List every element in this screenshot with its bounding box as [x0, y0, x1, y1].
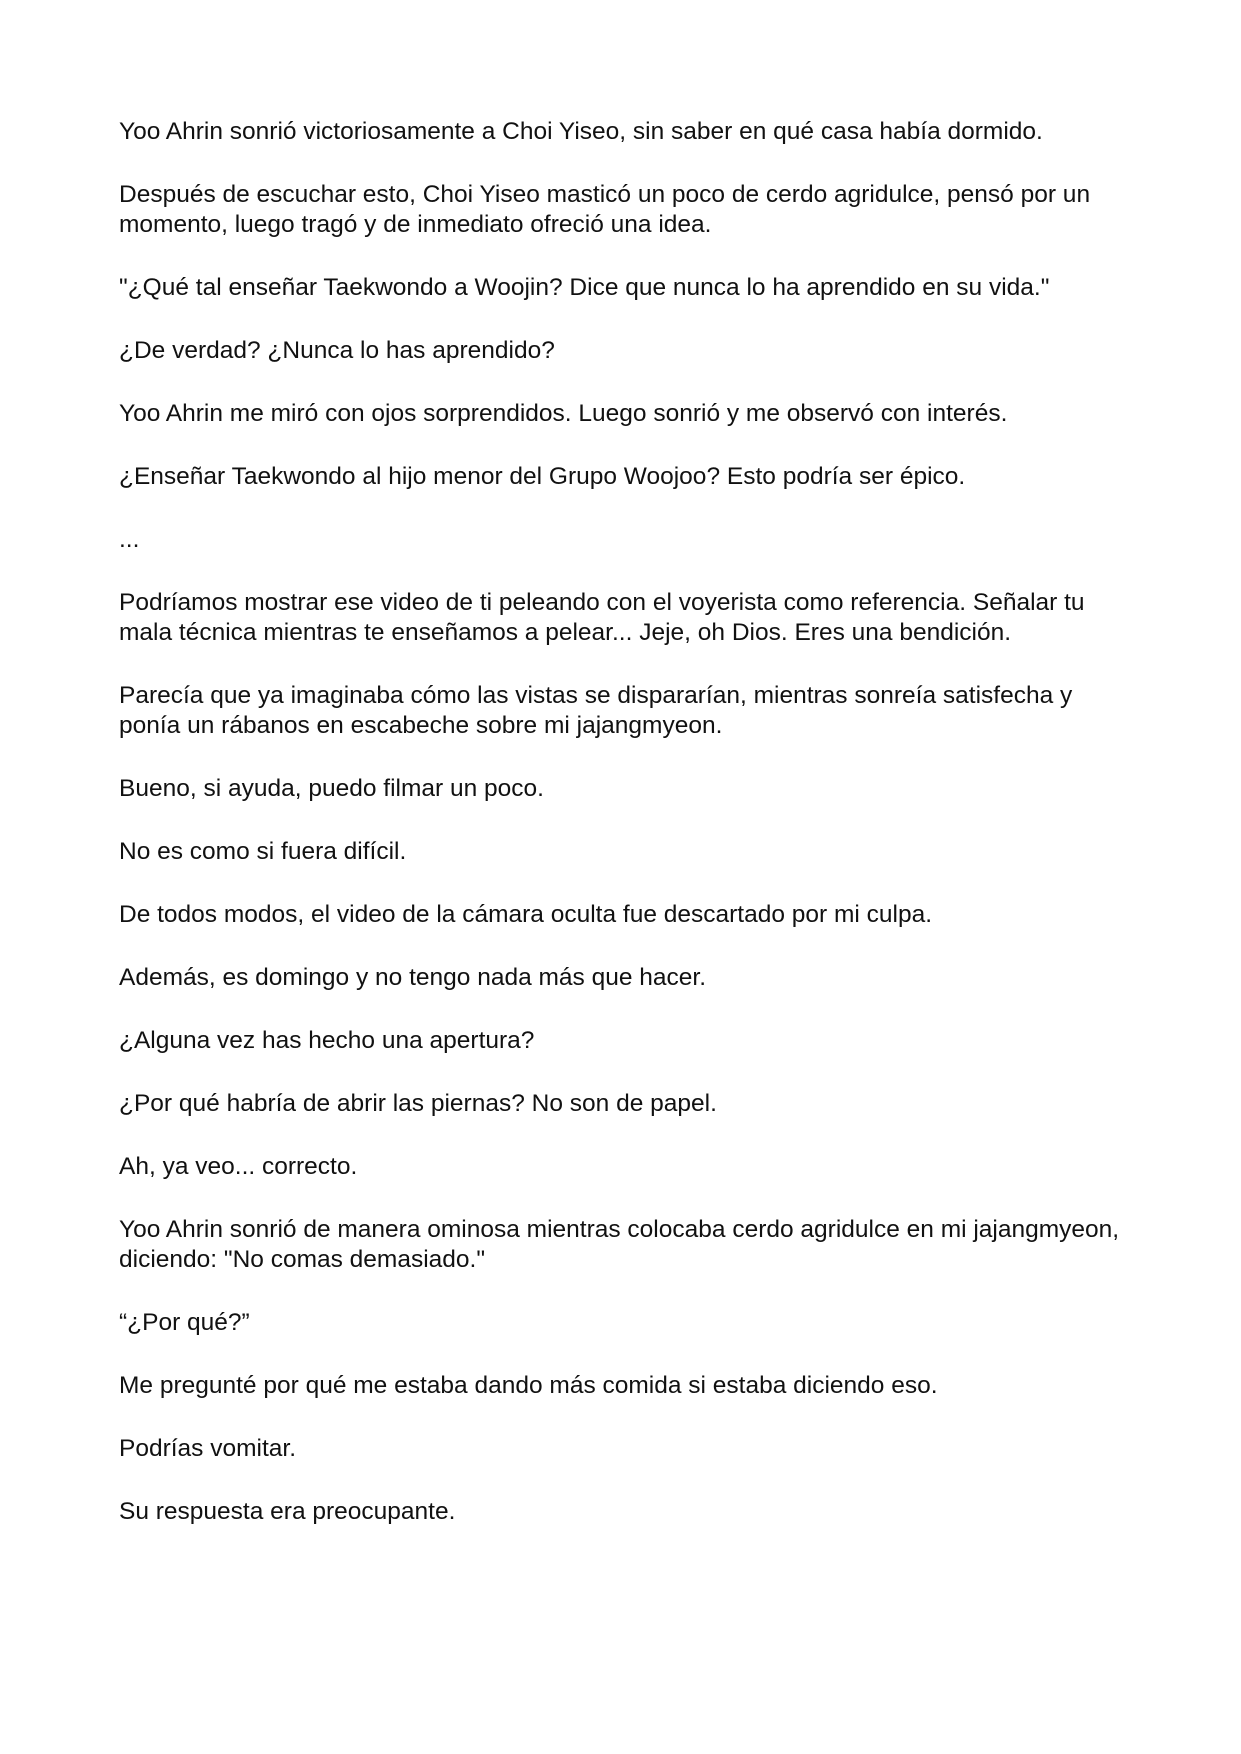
paragraph: Yoo Ahrin sonrió victoriosamente a Choi Yiseo, sin saber en qué casa había dormido.: [119, 118, 1043, 145]
paragraph: Yoo Ahrin me miró con ojos sorprendidos. Luego sonrió y me observó con interés.: [119, 400, 1008, 427]
paragraph: ¿De verdad? ¿Nunca lo has aprendido?: [119, 337, 555, 364]
paragraph: Yoo Ahrin sonrió de manera ominosa mientras colocaba cerdo agridulce en mi jajangmyeon, diciendo: "No comas demasiado.": [119, 1216, 1120, 1273]
paragraph: “¿Por qué?”: [119, 1309, 250, 1336]
paragraph: ¿Enseñar Taekwondo al hijo menor del Grupo Woojoo? Esto podría ser épico.: [119, 463, 966, 490]
paragraph: ¿Alguna vez has hecho una apertura?: [119, 1027, 535, 1054]
paragraph: Podrías vomitar.: [119, 1435, 297, 1462]
paragraph: De todos modos, el video de la cámara oculta fue descartado por mi culpa.: [119, 901, 933, 928]
paragraph: Me pregunté por qué me estaba dando más comida si estaba diciendo eso.: [119, 1372, 938, 1399]
paragraph: Podríamos mostrar ese video de ti peleando con el voyerista como referencia. Señalar tu mala técnica mientras te enseñamos a pelear... Jeje, oh Dios. Eres una bendición.: [119, 589, 1085, 646]
paragraph: Parecía que ya imaginaba cómo las vistas se dispararían, mientras sonreía satisfecha y ponía un rábanos en escabeche sobre mi jajangmyeon.: [119, 682, 1073, 739]
paragraph: Ah, ya veo... correcto.: [119, 1153, 358, 1180]
paragraph: Bueno, si ayuda, puedo filmar un poco.: [119, 775, 544, 802]
paragraph: ...: [119, 526, 140, 553]
paragraph: Además, es domingo y no tengo nada más que hacer.: [119, 964, 707, 991]
paragraph: No es como si fuera difícil.: [119, 838, 407, 865]
paragraph: "¿Qué tal enseñar Taekwondo a Woojin? Dice que nunca lo ha aprendido en su vida.": [119, 274, 1050, 301]
paragraph: Su respuesta era preocupante.: [119, 1498, 456, 1525]
paragraph: Después de escuchar esto, Choi Yiseo masticó un poco de cerdo agridulce, pensó por un momento, luego tragó y de inmediato ofreció una idea.: [119, 181, 1091, 238]
paragraph: ¿Por qué habría de abrir las piernas? No son de papel.: [119, 1090, 717, 1117]
document-body: [119, 117, 1129, 1560]
